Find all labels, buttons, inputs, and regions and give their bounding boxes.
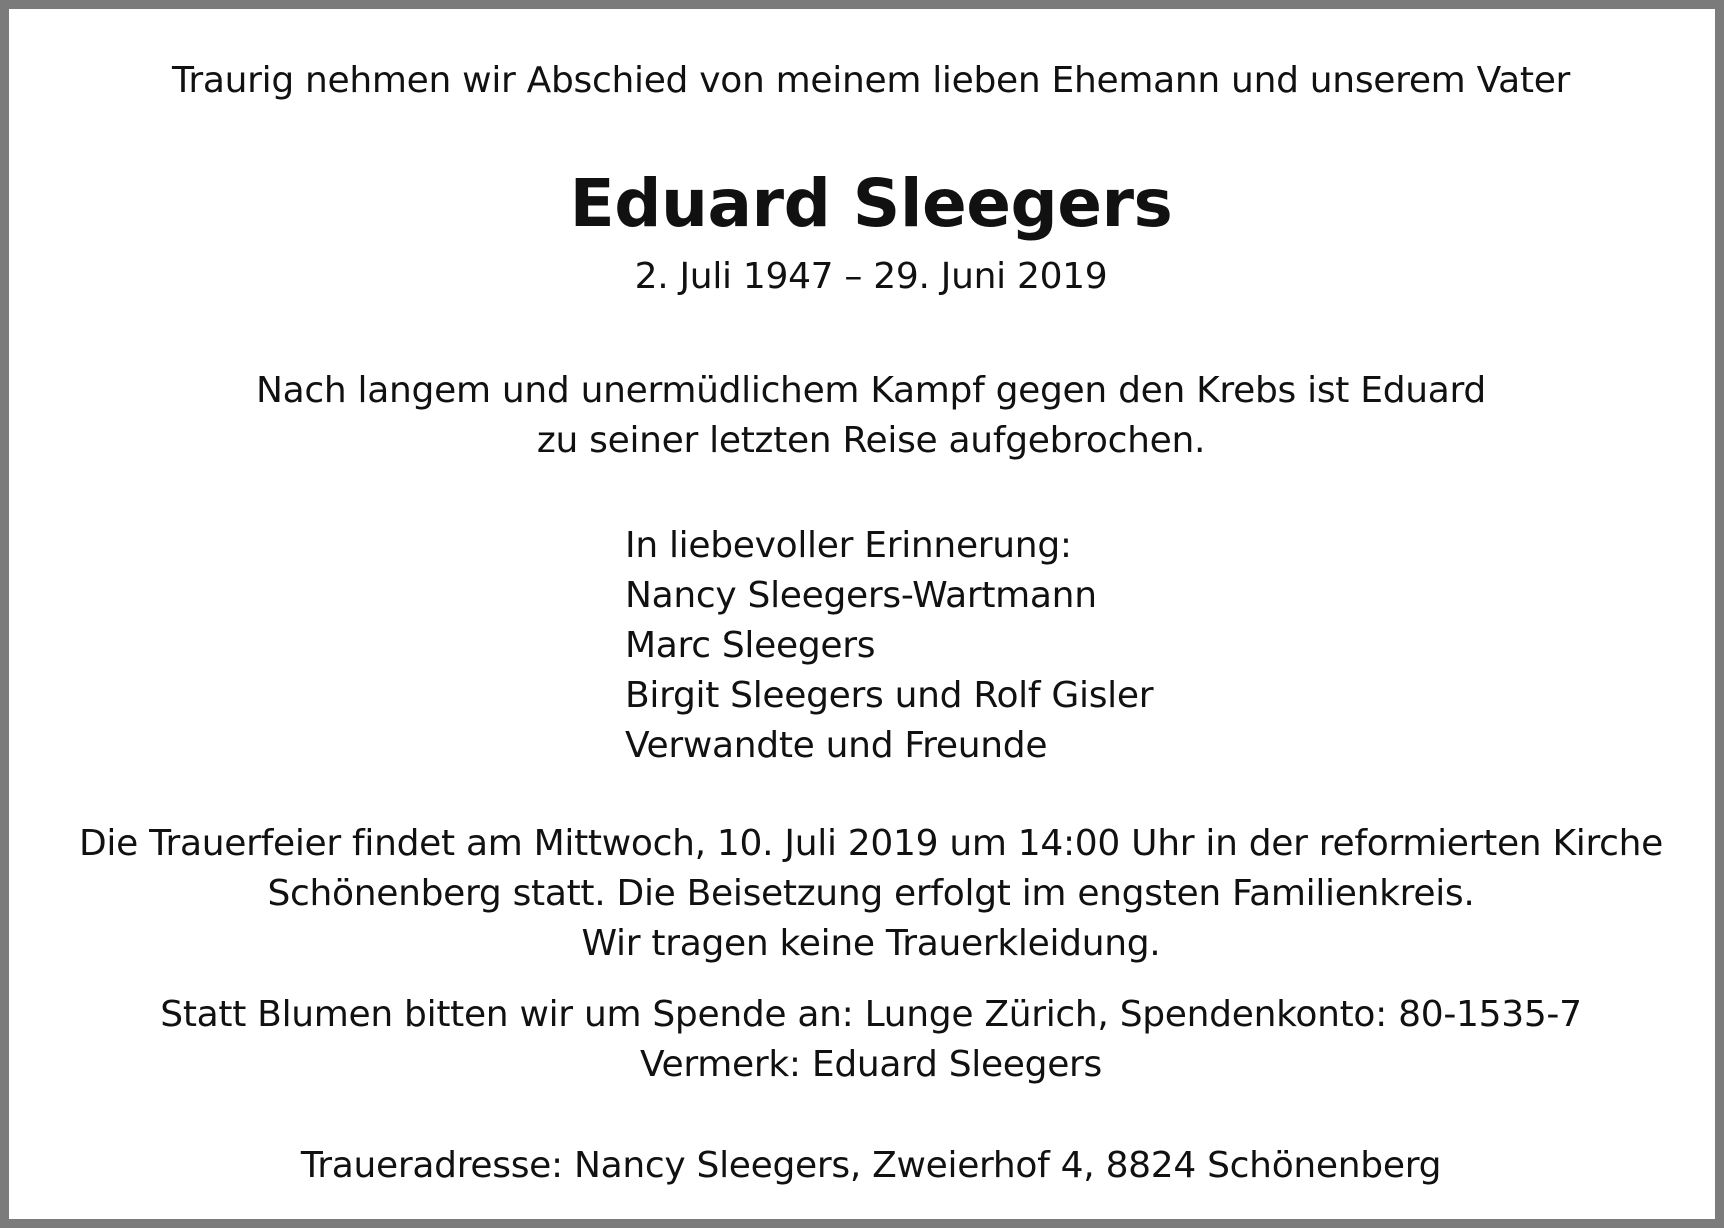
donation-line-2: Vermerk: Eduard Sleegers [639,1044,1103,1085]
mourner-name: Verwandte und Freunde [625,725,1048,766]
intro-text: Traurig nehmen wir Abschied von meinem lieben Ehemann und unserem Vater [171,60,1571,101]
life-dates: 2. Juli 1947 – 29. Juni 2019 [634,256,1108,297]
deceased-name: Eduard Sleegers [569,165,1173,242]
mourning-address: Traueradresse: Nancy Sleegers, Zweierhof 4, 8824 Schönenberg [300,1145,1442,1186]
mourner-name: Birgit Sleegers und Rolf Gisler [625,675,1154,716]
mourner-name: Marc Sleegers [625,625,876,666]
ceremony-line-1: Die Trauerfeier findet am Mittwoch, 10. Juli 2019 um 14:00 Uhr in der reformierten Kirche [78,823,1664,864]
ceremony-line-3: Wir tragen keine Trauerkleidung. [581,923,1161,964]
mourners-heading: In liebevoller Erinnerung: [625,525,1072,566]
mourner-name: Nancy Sleegers-Wartmann [625,575,1097,616]
message-line-2: zu seiner letzten Reise aufgebrochen. [536,420,1206,461]
message-line-1: Nach langem und unermüdlichem Kampf gegen den Krebs ist Eduard [256,370,1486,411]
ceremony-line-2: Schönenberg statt. Die Beisetzung erfolgt im engsten Familienkreis. [267,873,1475,914]
donation-line-1: Statt Blumen bitten wir um Spende an: Lunge Zürich, Spendenkonto: 80-1535-7 [160,994,1582,1035]
mourners-list [625,521,1153,771]
